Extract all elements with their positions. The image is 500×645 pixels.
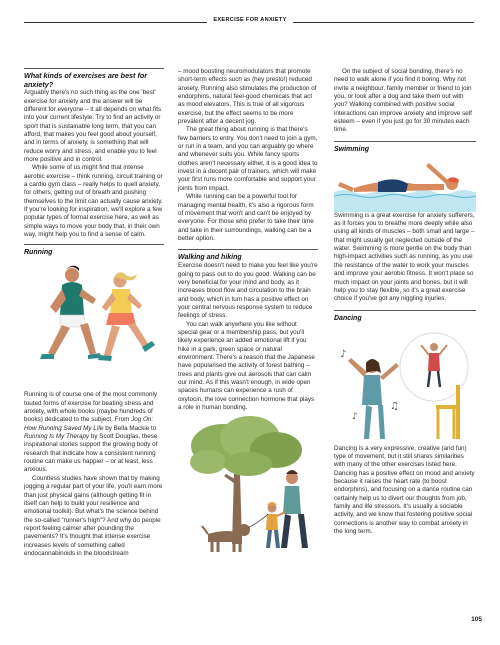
body-paragraph: While running can be a powerful tool for managing mental health, it's also a rigorous form of movement that won't and can't be enjoyed by everyone. For those who prefer to take their time and take in their surroundings, walking can be a better option. — [178, 193, 314, 242]
svg-text:♫: ♫ — [390, 400, 399, 412]
swimmer-illustration — [334, 154, 476, 212]
walking-illustration — [178, 416, 318, 556]
body-paragraph: Countless studies have shown that by making jogging a regular part of your life, you'll earn more than just physical gains (although getting fit in itself can help to build your resilience and emotional toolkit). But what's the science behind the so-called "runner's high"? And why do people report feeling calmer after pounding the pavements? It's thought that intense exercise increases levels of something called endocannabinoids in the bloodstream — [24, 474, 163, 557]
body-paragraph: Running is of course one of the most commonly touted forms of exercise for beating stress and anxiety, with whole books (maybe hundreds of books) dedicated to the subject. From Jog On: How Running Saved My Life by Bella Mackie to Running Is My Therapy by Scott Douglas, these inspirational stories support the growing body of research that indicate how a consistent running routine can make us happier – or at least, less anxious. — [24, 391, 158, 474]
body-paragraph: While some of us might find that intense aerobic exercise – think running, circuit training or a cardio gym class – really helps to quell anxiety, for others, getting out of breath and pushing themselves to the limit can actually cause anxiety. If you're looking for inspiration, we'll explore a few popular types of formal exercise here, as well as simple ways to move your body that, in their own way, might help you to find a sense of calm. — [24, 164, 163, 239]
section-divider — [334, 141, 476, 142]
section-divider — [24, 244, 164, 245]
body-paragraph: Swimming is a great exercise for anxiety sufferers, as it forces you to breathe more deeply while also using all kinds of muscles – both small and large – that might usually get neglected outside of the water. Swimming is more gentle on the body than high-impact activities such as running, as you use the resistance of the water to work your muscles and improve your aerobic fitness. It won't place so much impact on your joints and bones, but it will help you to stay flexible, so it's a great exercise choice if you've got any niggling injuries. — [334, 211, 475, 303]
column-1 — [24, 68, 164, 558]
body-paragraph: You can walk anywhere you like without special gear or a membership pass, but you'll likely experience an added emotional lift if you hike in a park, green space or natural environment. There's a reason that the Japanese have popularised the activity of forest bathing – trees and plants give out aerosols that can calm our mind. As if this wasn't enough, in wide open spaces humans can experience a rush of oxytocin, the love connection hormone that plays a role in human bonding. — [178, 320, 315, 412]
body-paragraph: On the subject of social bonding, there's no need to walk alone if you find it boring. Why not invite a neighbour, family member or friend to join you, or look after a dog and take them out with you? Walking combined with positive social interactions can improve anxiety and improve self esteem – even if you just go for 30 minutes each time. — [334, 68, 472, 134]
section-divider — [178, 249, 318, 250]
runners-illustration — [24, 259, 164, 391]
body-paragraph: The great thing about running is that there's few barriers to entry. You don't need to join a gym, or run in a team, and you can arguably go where and whenever suits you. While fancy sports clothes aren't necessary either, it is a good idea to invest in a decent pair of trainers, which will make your first runs more comfortable and support your joints from impact. — [178, 126, 318, 192]
body-paragraph: – mood boosting neuromodulators that promote short-term effects such as (hey presto!) reduced anxiety. Running also stimulates the production of endorphins, natural feel-good chemicals that act as mood elevators. This is true of all vigorous exercise, but the effect seems to be more prevalent after a decent jog. — [178, 68, 317, 126]
dancing-illustration — [334, 323, 476, 445]
section-divider — [334, 310, 476, 311]
page-number: 105 — [471, 616, 482, 623]
body-paragraph: Exercise doesn't need to make you feel like you're going to pass out to do you good. Walking can be very beneficial for your mind and body, as it increases blood flow and circulation to the brain and body, which in turn has a positive effect on your central nervous response system to reduce feelings of stress. — [178, 262, 318, 320]
column-2 — [178, 68, 318, 556]
body-paragraph: Arguably there's no such thing as the one 'best' exercise for anxiety and the answer will be different for everyone – it all depends on what fits into your current lifestyle. Try to find an activity or sport that is sustainable long term, that you can afford, that makes you feel good about yourself, and in terms of anxiety, is something that will reduce worry and stress, and enable you to feel more positive and in control. — [24, 89, 162, 163]
svg-text:♪: ♪ — [340, 348, 347, 360]
section-heading-walking: Walking and hiking — [178, 254, 242, 262]
column-3 — [334, 68, 476, 536]
section-heading-dancing: Dancing — [334, 314, 362, 322]
section-heading-running: Running — [24, 249, 53, 257]
body-paragraph: Dancing is a very expressive, creative (and fun) type of movement, but it still shares similarities with many of the other exercises listed here. Dancing has a positive effect on mood and anxiety because it raises the heart rate (to boost endorphins), and focusing on a dance routine can certainly help us to divert our thoughts from job, family and life stressors. It's usually a sociable activity, and we know that fostering positive social connections is another way to combat anxiety in the long term. — [334, 444, 475, 535]
header-title: EXERCISE FOR ANXIETY — [0, 17, 500, 23]
section-heading-kinds-of-exercise: What kinds of exercises are best for anxiety? — [24, 71, 148, 89]
section-heading-swimming: Swimming — [334, 145, 370, 153]
section-divider — [24, 68, 164, 69]
svg-text:♪: ♪ — [352, 411, 358, 422]
